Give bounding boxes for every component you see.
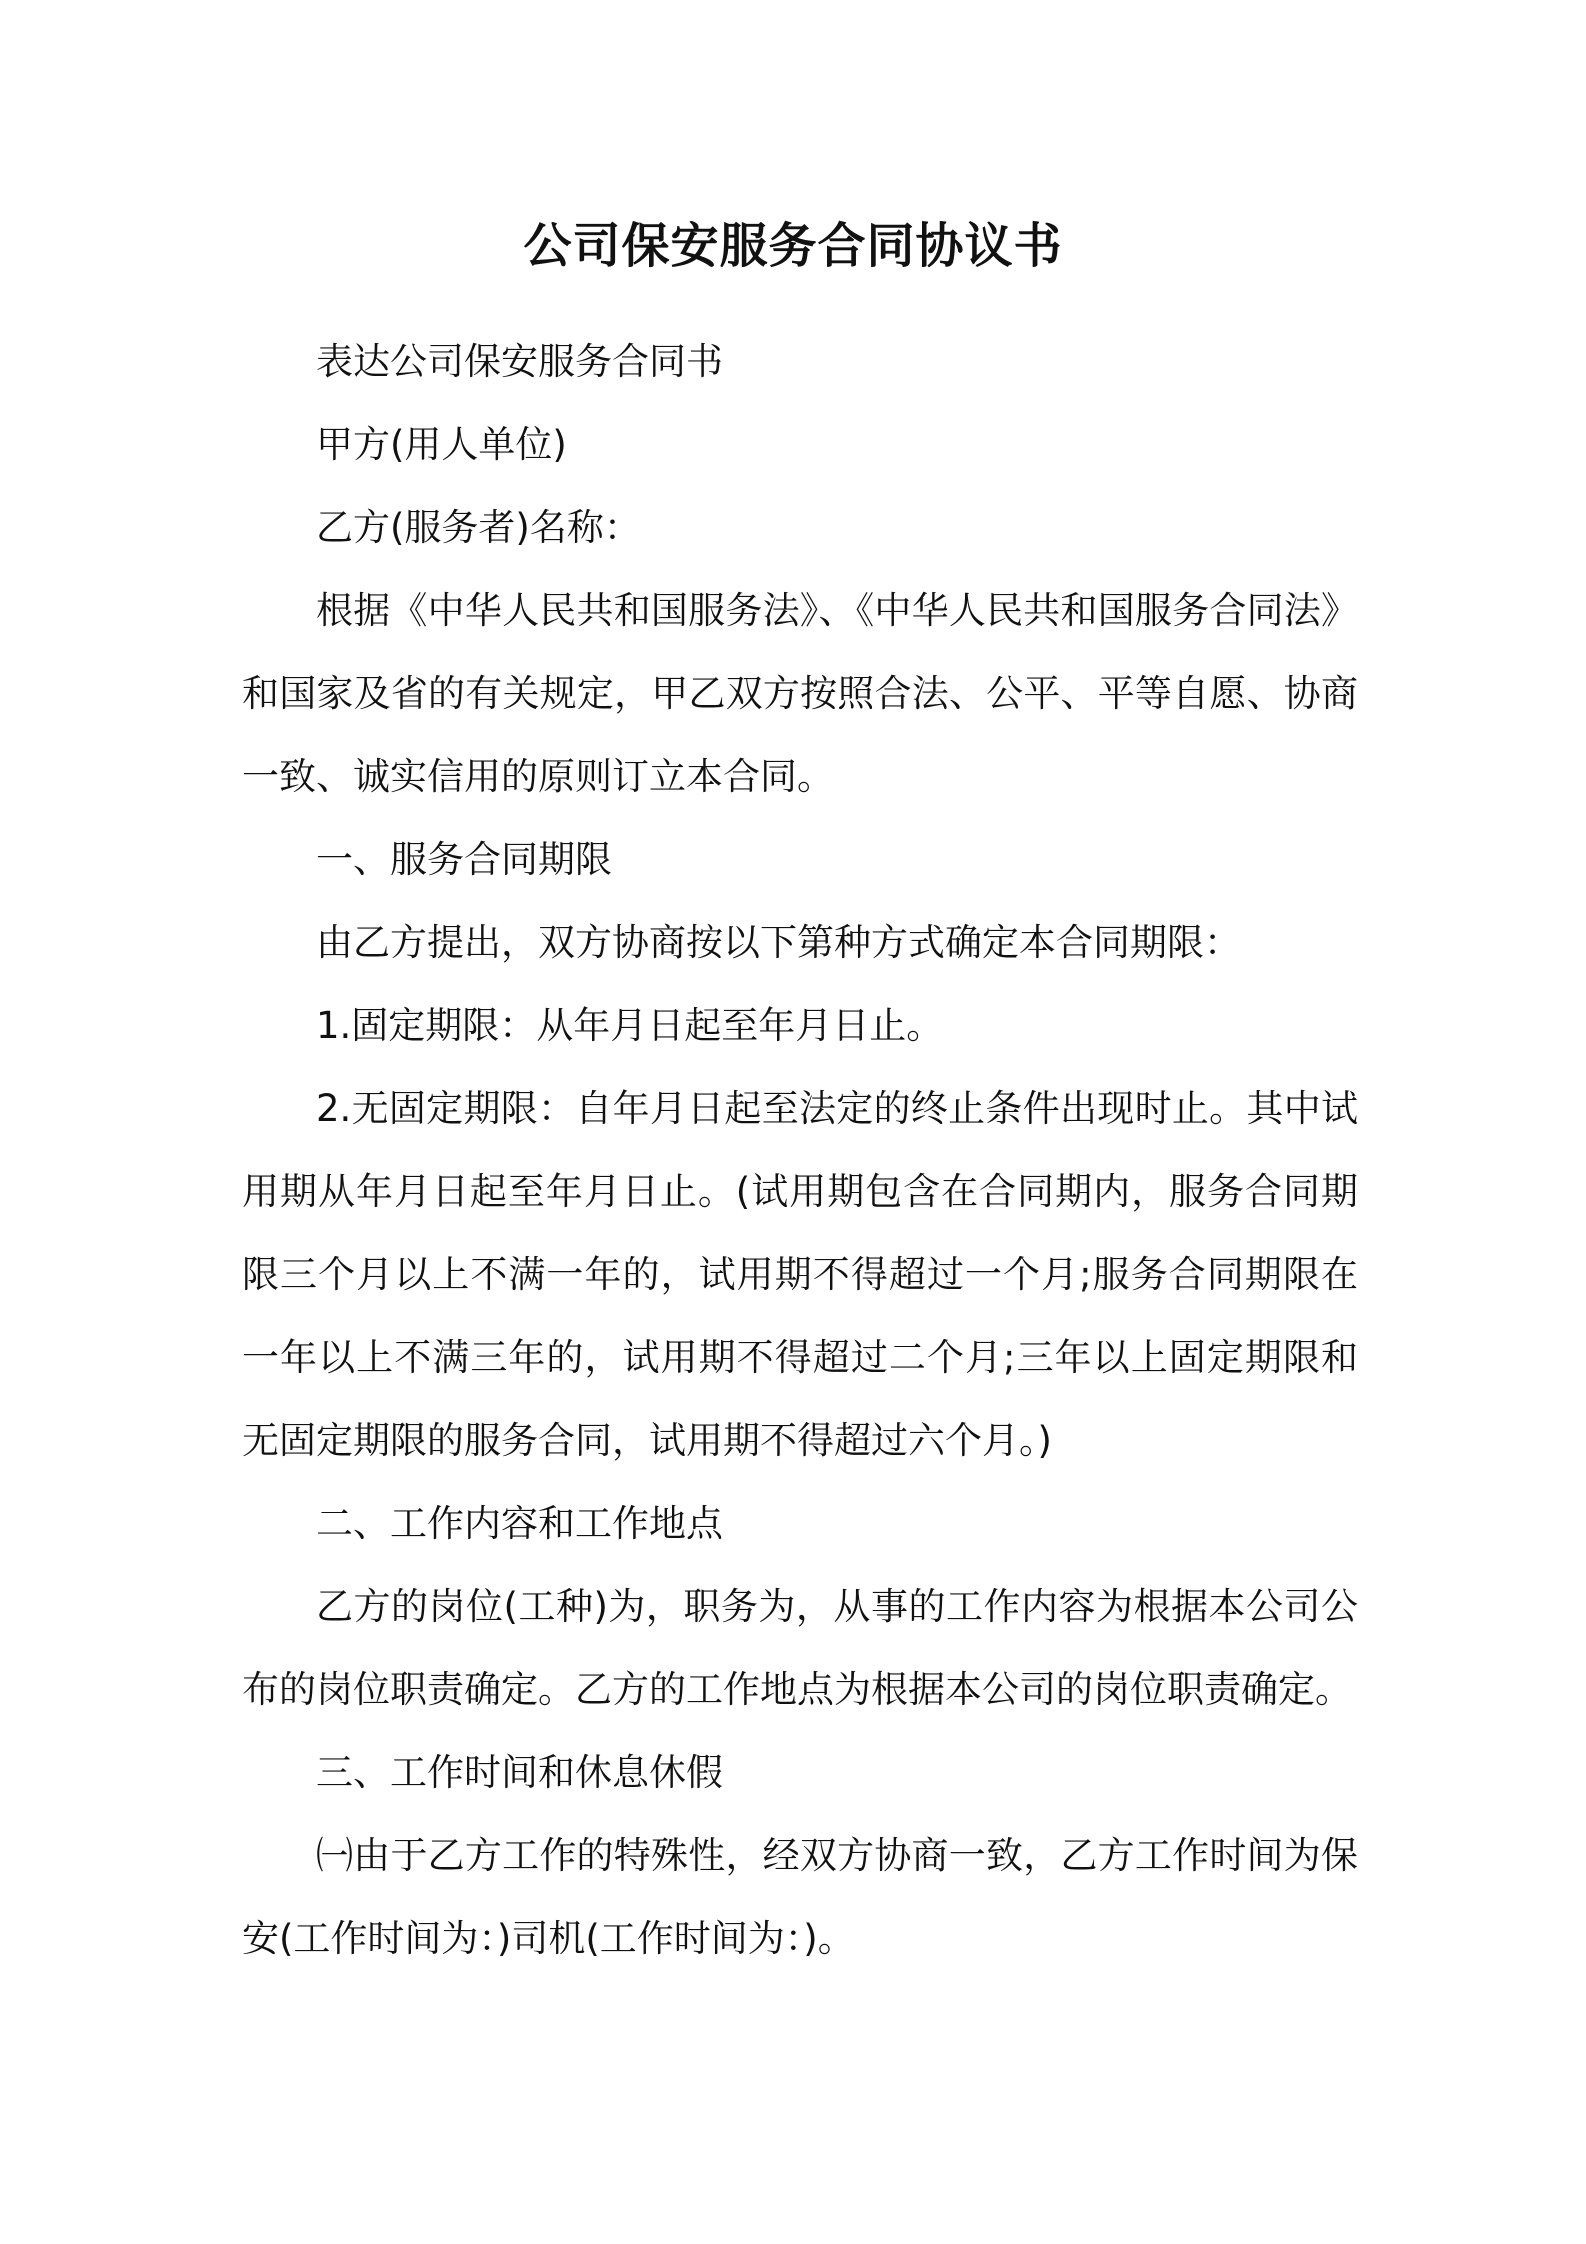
paragraph-preamble: 根据《中华人民共和国服务法》、《中华人民共和国服务合同法》和国家及省的有关规定，甲乙双方按照合法、公平、平等自愿、协商一致、诚实信用的原则订立本合同。 <box>242 589 1358 798</box>
paragraph-party-a: 甲方(用人单位) <box>316 423 567 466</box>
paragraph-work-hours: ㈠由于乙方工作的特殊性，经双方协商一致，乙方工作时间为保安(工作时间为：)司机(工作时间为：)。 <box>242 1834 1358 1960</box>
section-heading-work-hours: 三、工作时间和休息休假 <box>316 1751 723 1794</box>
section-heading-term: 一、服务合同期限 <box>316 838 612 881</box>
paragraph-work-content: 乙方的岗位(工种)为，职务为，从事的工作内容为根据本公司公布的岗位职责确定。乙方的工作地点为根据本公司的岗位职责确定。 <box>242 1585 1358 1711</box>
paragraph-open-term: 2.无固定期限：自年月日起至法定的终止条件出现时止。其中试用期从年月日起至年月日止。(试用期包含在合同期内，服务合同期限三个月以上不满一年的，试用期不得超过一个月;服务合同期限在一年以上不满三年的，试用期不得超过二个月;三年以上固定期限和无固定期限的服务合同，试用期不得超过六个月。) <box>242 1087 1358 1462</box>
paragraph-term-method: 由乙方提出，双方协商按以下第种方式确定本合同期限： <box>316 921 1241 964</box>
paragraph-party-b: 乙方(服务者)名称： <box>316 506 641 549</box>
document-title: 公司保安服务合同协议书 <box>523 218 1063 274</box>
document-body <box>242 320 1358 1980</box>
paragraph-subtitle: 表达公司保安服务合同书 <box>316 340 723 383</box>
section-heading-work-content: 二、工作内容和工作地点 <box>316 1502 723 1545</box>
paragraph-fixed-term: 1.固定期限：从年月日起至年月日止。 <box>316 1004 944 1047</box>
